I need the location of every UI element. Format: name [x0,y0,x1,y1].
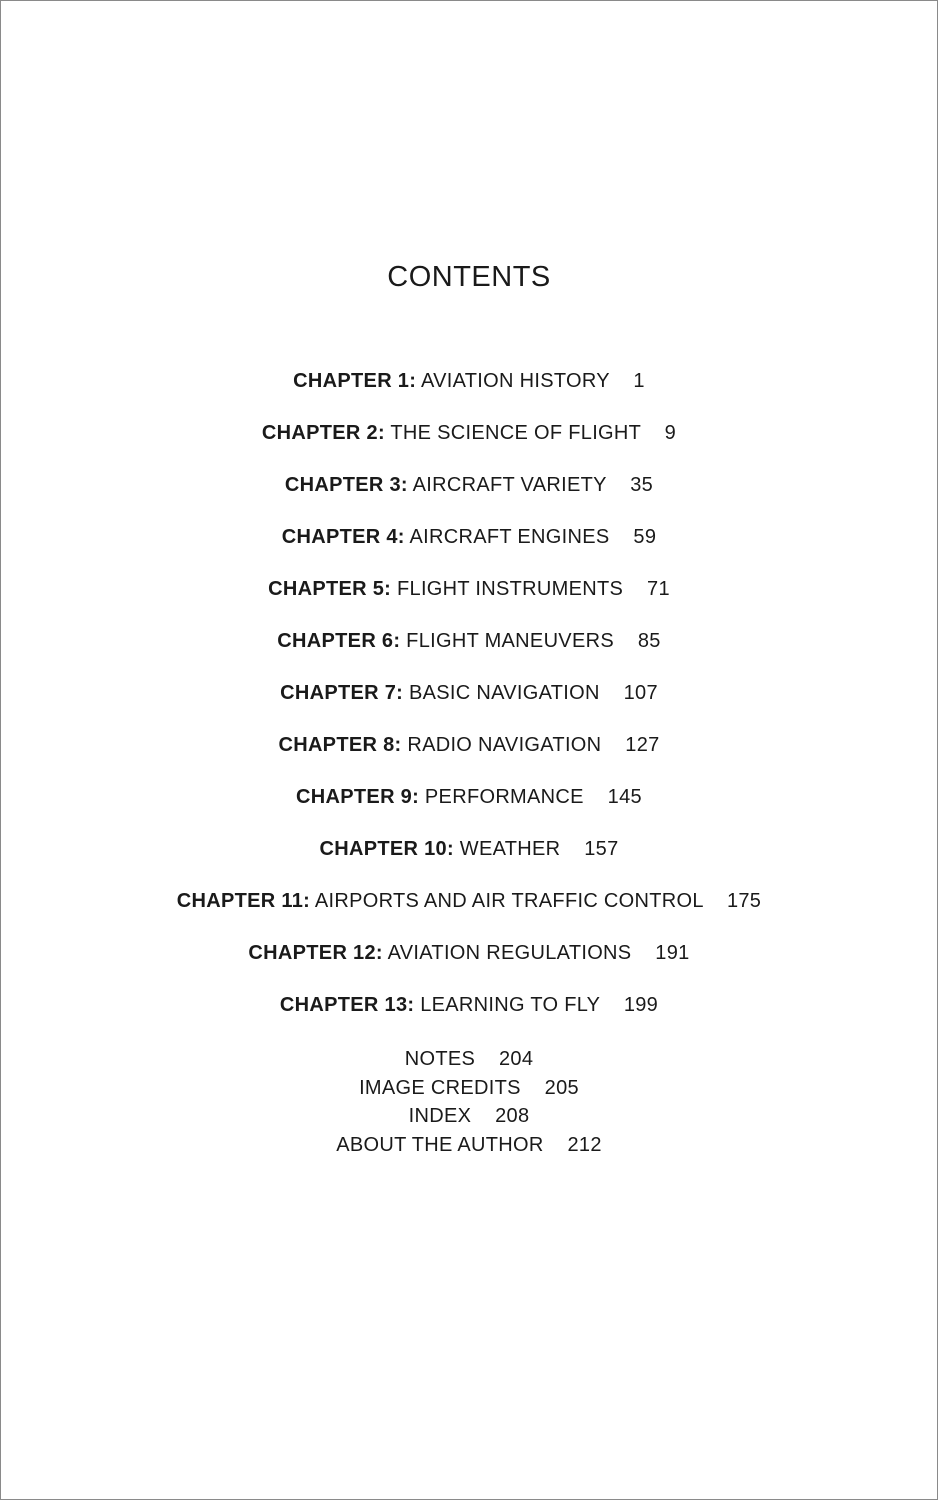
page-number: 205 [544,1076,579,1099]
toc-entry-chapter-12 [1,939,937,991]
chapter-label: CHAPTER 2: [261,422,385,444]
chapter-list [1,367,937,1043]
chapter-title: WEATHER [459,838,561,860]
page-number: 157 [584,838,619,860]
back-matter-list [1,1045,937,1159]
toc-entry-chapter-1 [1,367,937,419]
page-number: 35 [630,474,654,496]
toc-entry-chapter-11 [1,887,937,939]
chapter-label: CHAPTER 1: [293,370,417,392]
page-number: 204 [498,1048,534,1070]
toc-entry-chapter-6 [1,627,937,679]
toc-entry-chapter-8 [1,731,937,783]
toc-entry-index [1,1102,937,1131]
page-number: 208 [495,1105,530,1128]
chapter-title: PERFORMANCE [424,786,584,808]
page-number: 1 [633,370,645,392]
toc-entry-about-the-author [1,1131,937,1160]
back-matter-title: INDEX [408,1105,472,1128]
toc-entry-image-credits [1,1074,937,1103]
page-number: 145 [607,786,642,808]
chapter-label: CHAPTER 13: [279,994,415,1016]
page-number: 212 [567,1133,602,1156]
toc-entry-chapter-3 [1,471,937,523]
chapter-title: AIRCRAFT ENGINES [409,526,610,548]
chapter-label: CHAPTER 12: [248,942,383,964]
chapter-title: THE SCIENCE OF FLIGHT [390,422,641,444]
chapter-title: AVIATION REGULATIONS [387,942,632,964]
chapter-title: FLIGHT MANEUVERS [406,630,614,652]
chapter-title: FLIGHT INSTRUMENTS [397,578,624,600]
page-number: 199 [623,994,659,1016]
toc-entry-chapter-5 [1,575,937,627]
toc-entry-chapter-9 [1,783,937,835]
chapter-label: CHAPTER 4: [281,526,405,548]
page-number: 175 [726,890,762,912]
page-number: 191 [655,942,690,964]
page-number: 71 [647,578,670,600]
chapter-label: CHAPTER 3: [284,474,408,496]
chapter-title: AIRPORTS AND AIR TRAFFIC CONTROL [314,890,704,912]
chapter-label: CHAPTER 7: [280,682,404,704]
page-number: 59 [633,526,657,548]
back-matter-title: NOTES [404,1048,476,1070]
back-matter-title: ABOUT THE AUTHOR [336,1133,544,1156]
chapter-label: CHAPTER 11: [176,890,311,912]
toc-entry-chapter-4 [1,523,937,575]
chapter-title: AIRCRAFT VARIETY [412,474,607,496]
chapter-label: CHAPTER 8: [278,734,402,756]
page-number: 85 [637,630,661,652]
toc-entry-chapter-2 [1,419,937,471]
chapter-title: BASIC NAVIGATION [408,682,600,704]
page-number: 127 [625,734,660,756]
chapter-title: AVIATION HISTORY [420,370,610,392]
chapter-label: CHAPTER 6: [277,630,401,652]
chapter-title: LEARNING TO FLY [420,994,600,1016]
chapter-label: CHAPTER 5: [268,578,392,600]
toc-entry-chapter-10 [1,835,937,887]
chapter-label: CHAPTER 10: [319,838,454,860]
chapter-label: CHAPTER 9: [296,786,420,808]
toc-entry-chapter-7 [1,679,937,731]
back-matter-title: IMAGE CREDITS [359,1076,521,1099]
chapter-title: RADIO NAVIGATION [407,734,602,756]
contents-title: CONTENTS [387,261,551,293]
toc-entry-chapter-13 [1,991,937,1043]
page-number: 107 [623,682,658,704]
page-number: 9 [664,422,677,444]
toc-entry-notes [1,1045,937,1074]
